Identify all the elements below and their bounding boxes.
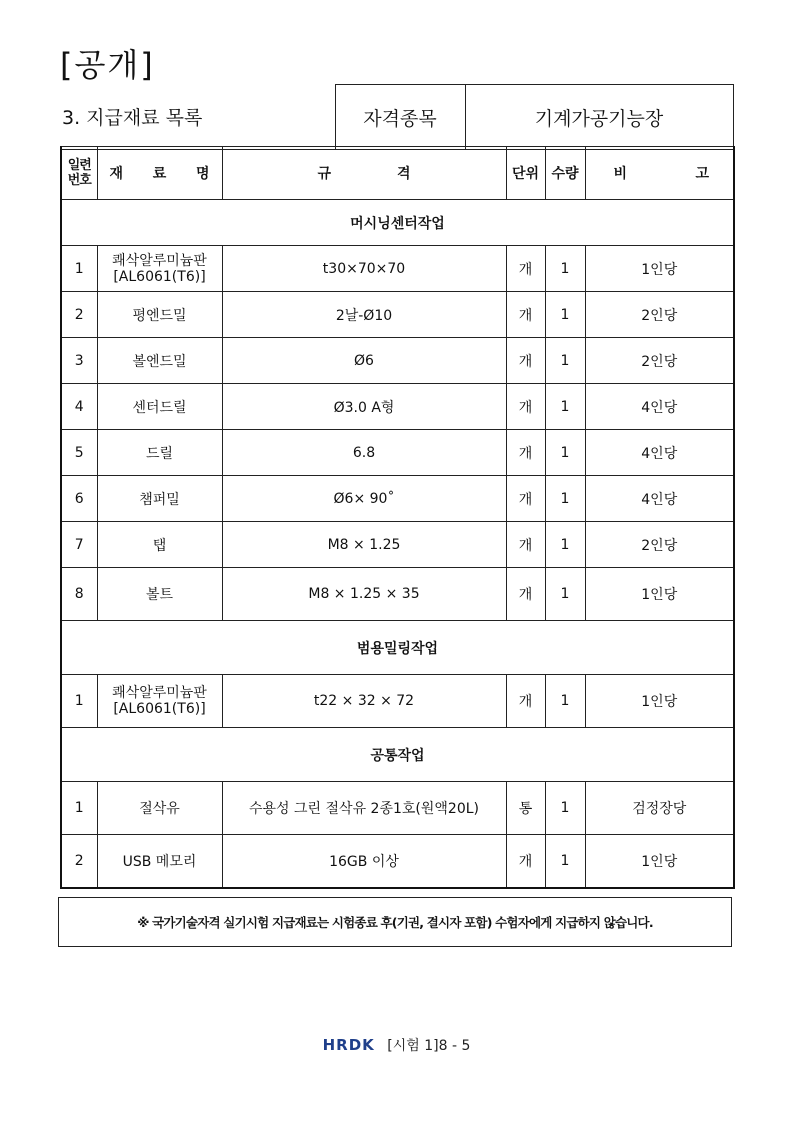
cell-no: 2	[61, 835, 97, 889]
cell-spec: Ø3.0 A형	[222, 384, 506, 430]
header-table	[60, 84, 734, 150]
qualification-label: 자격종목	[335, 85, 465, 150]
cell-spec: Ø6	[222, 338, 506, 384]
material-name-line2: [AL6061(T6)]	[113, 701, 206, 717]
page-heading: [공개]	[60, 46, 155, 84]
cell-material-name: 볼엔드밀	[97, 338, 222, 384]
group-header-row	[61, 728, 734, 782]
cell-no: 2	[61, 292, 97, 338]
hrdk-logo: HRDK	[322, 1036, 375, 1054]
cell-no: 3	[61, 338, 97, 384]
table-row	[61, 568, 734, 621]
group-header-row	[61, 621, 734, 675]
cell-qty: 1	[545, 782, 585, 835]
materials-table	[60, 146, 735, 889]
cell-spec: M8 × 1.25	[222, 522, 506, 568]
cell-remark: 1인당	[585, 568, 734, 621]
cell-no: 8	[61, 568, 97, 621]
cell-qty: 1	[545, 568, 585, 621]
table-row	[61, 476, 734, 522]
group-title: 머시닝센터작업	[61, 200, 734, 246]
cell-qty: 1	[545, 246, 585, 292]
cell-unit: 개	[506, 476, 545, 522]
cell-no: 1	[61, 782, 97, 835]
table-row	[61, 675, 734, 728]
cell-unit: 개	[506, 292, 545, 338]
cell-remark: 4인당	[585, 384, 734, 430]
cell-spec: t22 × 32 × 72	[222, 675, 506, 728]
cell-no: 1	[61, 246, 97, 292]
cell-material-name: 챔퍼밀	[97, 476, 222, 522]
cell-unit: 개	[506, 835, 545, 889]
cell-no: 1	[61, 675, 97, 728]
cell-unit: 개	[506, 675, 545, 728]
table-row	[61, 835, 734, 889]
cell-material-name: 센터드릴	[97, 384, 222, 430]
table-row	[61, 384, 734, 430]
cell-remark: 검정장당	[585, 782, 734, 835]
column-header-row	[61, 147, 734, 200]
group-title: 공통작업	[61, 728, 734, 782]
material-name-line2: [AL6061(T6)]	[113, 268, 206, 285]
cell-spec: Ø6× 90˚	[222, 476, 506, 522]
qualification-value: 기계가공기능장	[465, 85, 733, 150]
cell-material-name: 드릴	[97, 430, 222, 476]
cell-material-name: USB 메모리	[97, 835, 222, 889]
cell-material-name: 절삭유	[97, 782, 222, 835]
material-name-line1: 쾌삭알루미늄판	[112, 252, 207, 269]
cell-no: 5	[61, 430, 97, 476]
cell-unit: 개	[506, 568, 545, 621]
cell-remark: 4인당	[585, 430, 734, 476]
cell-qty: 1	[545, 675, 585, 728]
section-title: 3. 지급재료 목록	[60, 85, 335, 150]
cell-qty: 1	[545, 292, 585, 338]
table-row	[61, 338, 734, 384]
cell-no: 4	[61, 384, 97, 430]
cell-qty: 1	[545, 522, 585, 568]
cell-remark: 2인당	[585, 522, 734, 568]
cell-qty: 1	[545, 835, 585, 889]
group-title: 범용밀링작업	[61, 621, 734, 675]
cell-no: 7	[61, 522, 97, 568]
cell-remark: 2인당	[585, 292, 734, 338]
table-row	[61, 522, 734, 568]
cell-qty: 1	[545, 384, 585, 430]
column-header-spec: 규 격	[222, 147, 506, 200]
cell-qty: 1	[545, 338, 585, 384]
cell-unit: 개	[506, 522, 545, 568]
cell-spec: 수용성 그린 절삭유 2종1호(원액20L)	[222, 782, 506, 835]
column-header-remark: 비 고	[585, 147, 734, 200]
cell-material-name	[97, 675, 222, 728]
cell-spec: 2날-Ø10	[222, 292, 506, 338]
column-header-no: 일련 번호	[61, 147, 97, 200]
cell-qty: 1	[545, 430, 585, 476]
group-header-row	[61, 200, 734, 246]
table-row	[61, 782, 734, 835]
cell-material-name: 볼트	[97, 568, 222, 621]
cell-material-name	[97, 246, 222, 292]
cell-spec: M8 × 1.25 × 35	[222, 568, 506, 621]
column-header-qty: 수량	[545, 147, 585, 200]
cell-spec: 6.8	[222, 430, 506, 476]
cell-remark: 4인당	[585, 476, 734, 522]
notice-box: ※ 국가기술자격 실기시험 지급재료는 시험종료 후(기권, 결시자 포함) 수험자에게 지급하지 않습니다.	[58, 897, 732, 947]
page-reference: [시험 1]8 - 5	[387, 1038, 471, 1054]
cell-unit: 개	[506, 246, 545, 292]
cell-unit: 개	[506, 384, 545, 430]
cell-remark: 2인당	[585, 338, 734, 384]
cell-unit: 개	[506, 430, 545, 476]
cell-spec: 16GB 이상	[222, 835, 506, 889]
cell-unit: 통	[506, 782, 545, 835]
column-header-material: 재 료 명	[97, 147, 222, 200]
cell-spec: t30×70×70	[222, 246, 506, 292]
table-row	[61, 246, 734, 292]
cell-remark: 1인당	[585, 246, 734, 292]
cell-qty: 1	[545, 476, 585, 522]
cell-unit: 개	[506, 338, 545, 384]
cell-material-name: 평엔드밀	[97, 292, 222, 338]
page-footer	[0, 1035, 793, 1055]
table-row	[61, 430, 734, 476]
table-row	[61, 292, 734, 338]
cell-material-name: 탭	[97, 522, 222, 568]
cell-no: 6	[61, 476, 97, 522]
material-name-line1: 쾌삭알루미늄판	[112, 685, 207, 701]
cell-remark: 1인당	[585, 675, 734, 728]
column-header-unit: 단위	[506, 147, 545, 200]
cell-remark: 1인당	[585, 835, 734, 889]
